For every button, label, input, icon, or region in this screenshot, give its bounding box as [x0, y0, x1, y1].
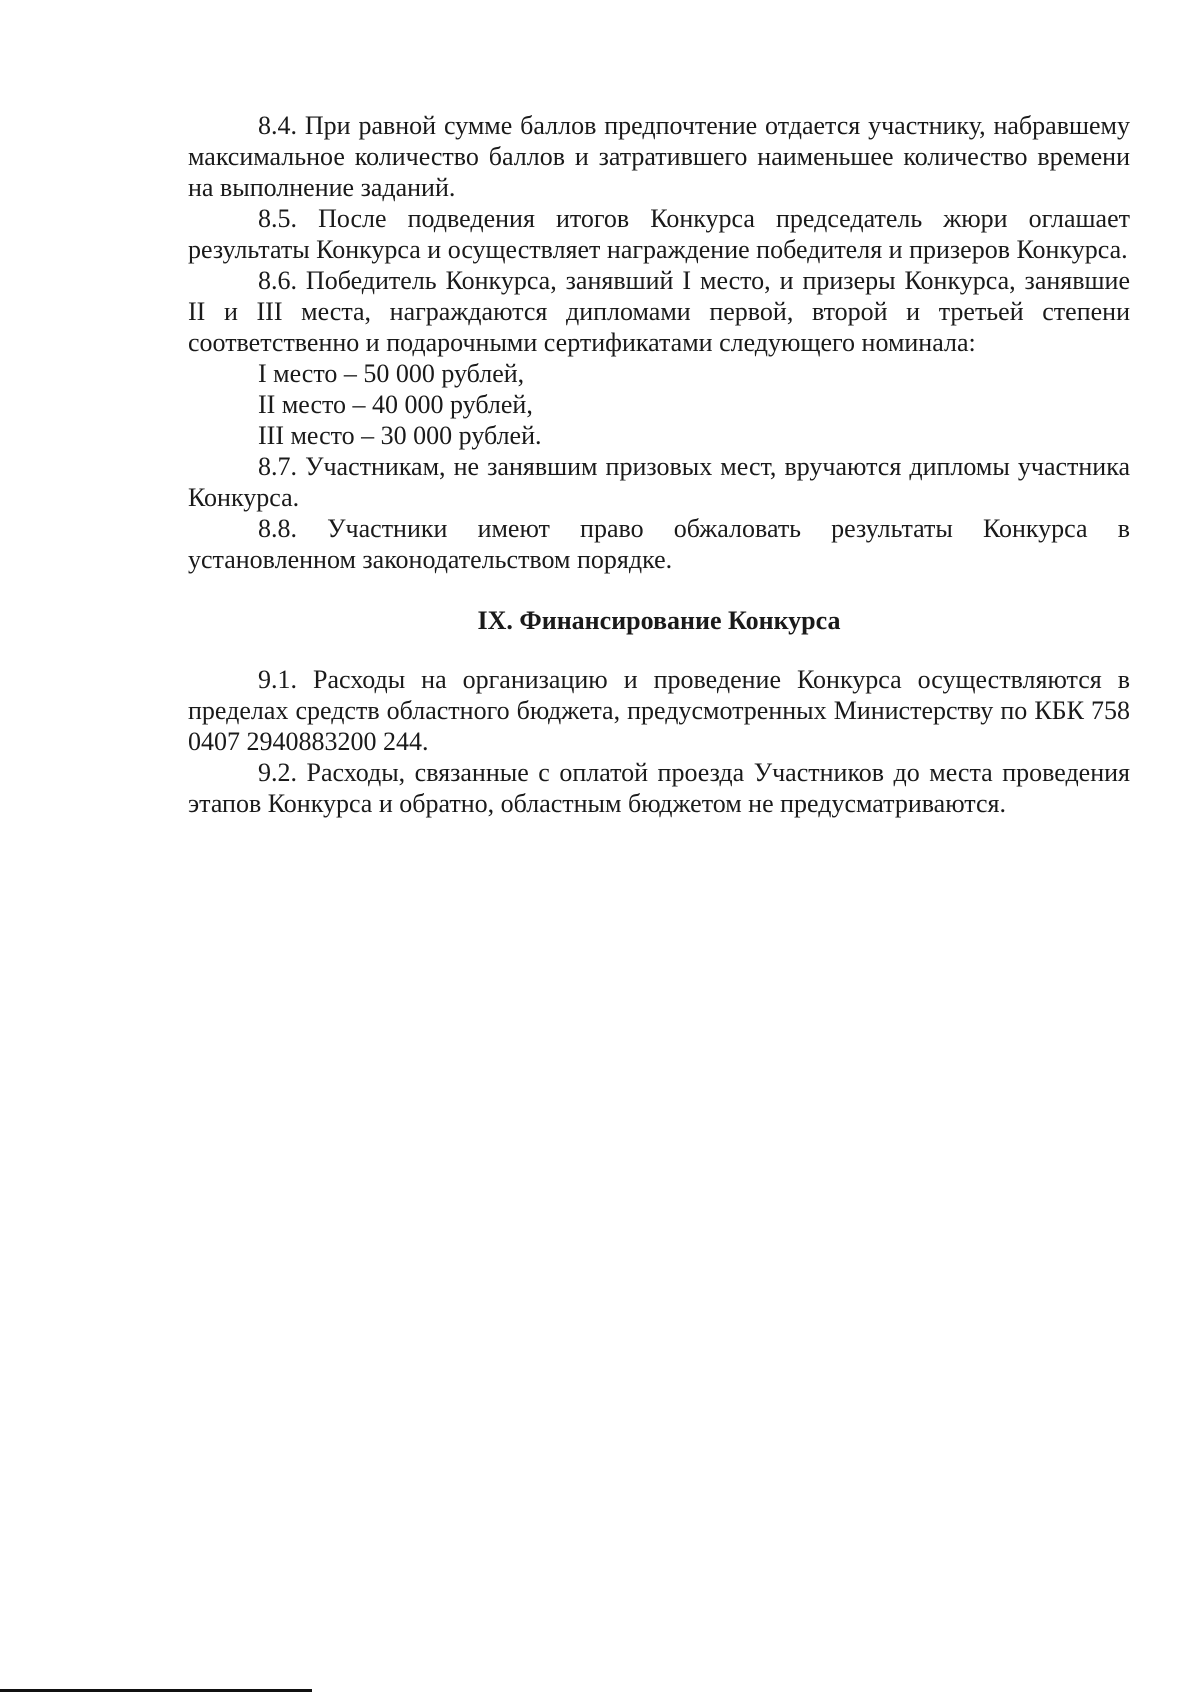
prize-first-place: I место – 50 000 рублей, [258, 359, 525, 388]
paragraph-8-7: 8.7. Участникам, не занявшим призовых мест, вручаются дипломы участника Конкурса. [188, 452, 1130, 512]
paragraph-8-5: 8.5. После подведения итогов Конкурса председатель жюри оглашает результаты Конкурса и осуществляет награждение победителя и призеров Конкурса. [188, 204, 1130, 264]
paragraph-9-1: 9.1. Расходы на организацию и проведение Конкурса осуществляются в пределах средств областного бюджета, предусмотренных Министерству по КБК 758 0407 2940883200 244. [188, 665, 1130, 756]
footnote-divider [0, 1689, 312, 1692]
prize-third-place: III место – 30 000 рублей. [258, 421, 542, 450]
document-body [188, 110, 1130, 819]
paragraph-8-8: 8.8. Участники имеют право обжаловать результаты Конкурса в установленном законодательством порядке. [188, 514, 1130, 574]
section-heading-financing: IX. Финансирование Конкурса [477, 606, 841, 635]
paragraph-9-2: 9.2. Расходы, связанные с оплатой проезда Участников до места проведения этапов Конкурса и обратно, областным бюджетом не предусматриваются. [188, 758, 1130, 818]
paragraph-8-4: 8.4. При равной сумме баллов предпочтение отдается участнику, набравшему максимальное количество баллов и затратившего наименьшее количество времени на выполнение заданий. [188, 111, 1130, 202]
prize-second-place: II место – 40 000 рублей, [258, 390, 533, 419]
paragraph-8-6: 8.6. Победитель Конкурса, занявший I место, и призеры Конкурса, занявшие II и III места, награждаются дипломами первой, второй и третьей степени соответственно и подарочными сертификатами следующего номинала: [188, 266, 1130, 357]
